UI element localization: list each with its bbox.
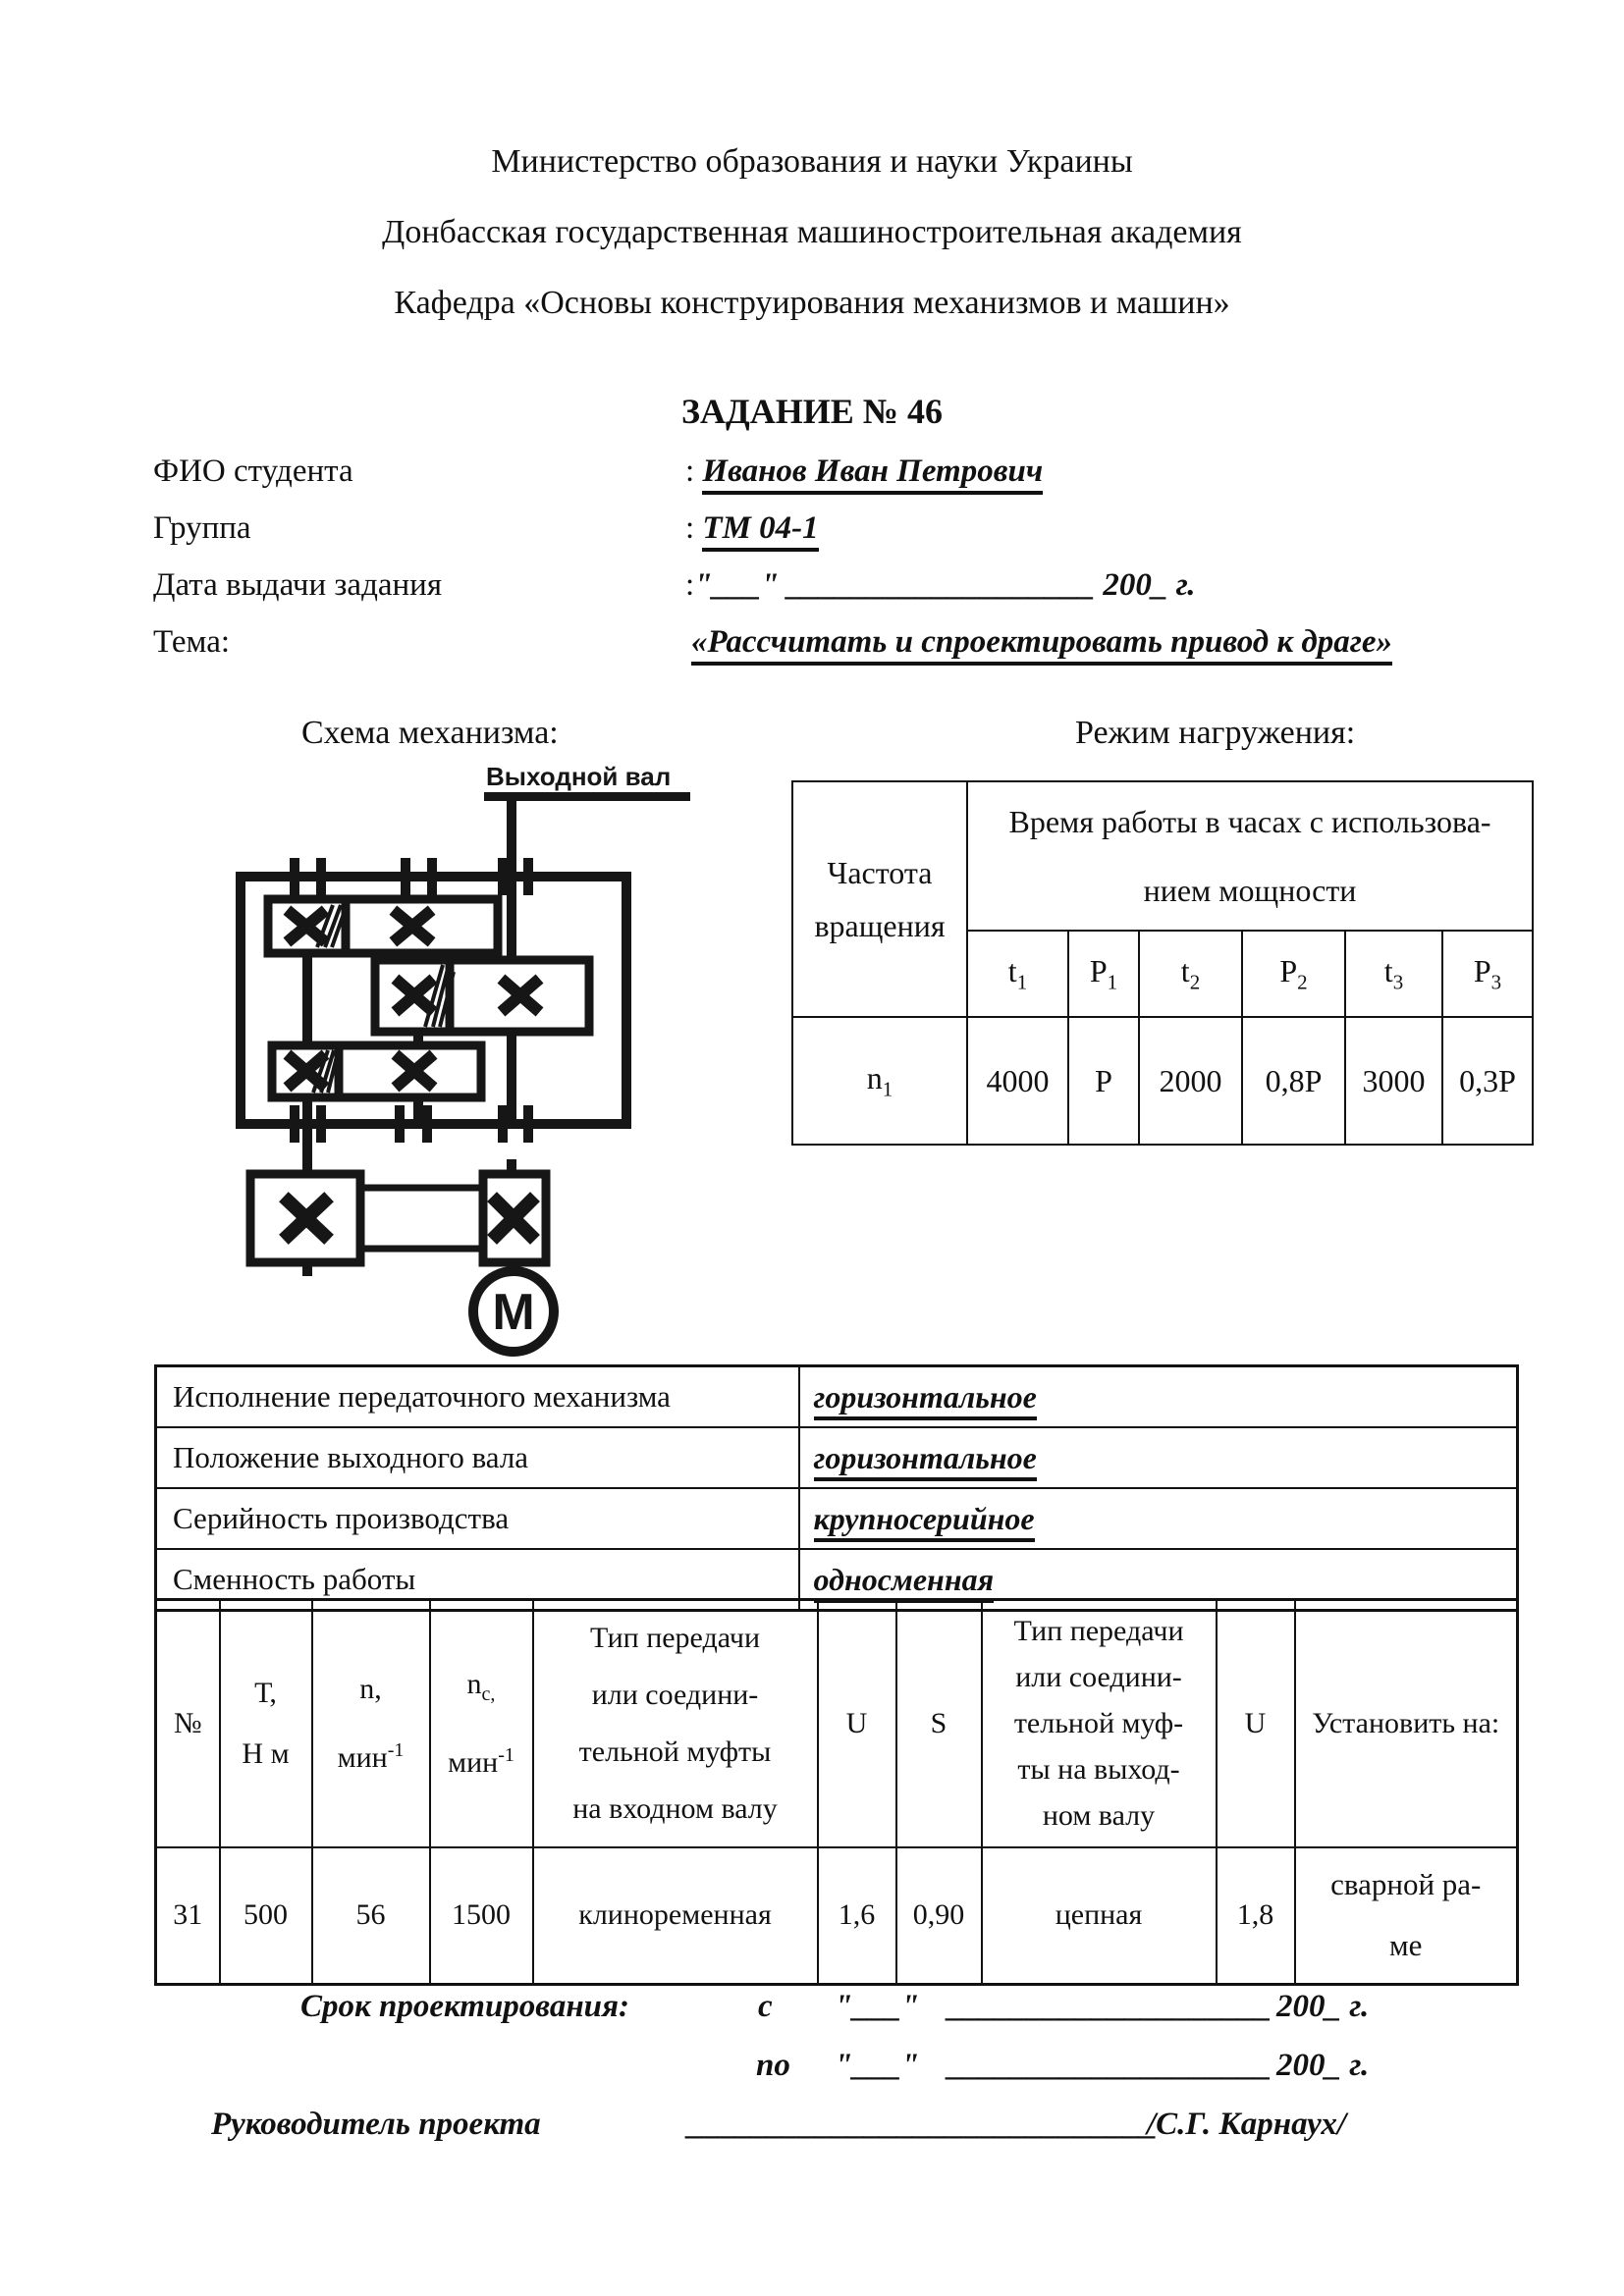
main-data-table <box>154 1598 1519 1986</box>
col-t3: $t_3$ <box>1345 931 1442 1017</box>
t2-value: 2000 <box>1139 1017 1242 1145</box>
value-num: 31 <box>156 1847 220 1985</box>
colon: : <box>685 567 695 603</box>
header-num: № <box>156 1600 220 1847</box>
output-shaft-underline <box>484 792 690 801</box>
issue-date-blank: "___" ___________________ 200_ г. <box>694 567 1196 603</box>
scheme-section-title: Схема механизма: <box>301 715 559 751</box>
main-table-header-row <box>156 1600 1518 1847</box>
group-value <box>685 510 819 547</box>
value-n: 56 <box>312 1847 430 1985</box>
regime-section-title: Режим нагружения: <box>1075 715 1356 751</box>
param-label-shifts: Сменность работы <box>156 1549 799 1611</box>
t3-value: 3000 <box>1345 1017 1442 1145</box>
from-year: 200_ г. <box>1276 1989 1370 2024</box>
param-label-execution: Исполнение передаточного механизма <box>156 1366 799 1428</box>
value-torque: 500 <box>220 1847 312 1985</box>
to-date-blank: "___" <box>835 2048 920 2083</box>
department-line: Кафедра «Основы конструирования механизмов и машин» <box>394 285 1230 321</box>
group-text: ТМ 04-1 <box>702 510 818 552</box>
main-table-data-row <box>156 1847 1518 1985</box>
t1-value: 4000 <box>967 1017 1068 1145</box>
from-line-blank: ____________________ <box>947 1989 1272 2024</box>
supervisor-blank: _____________________________ <box>687 2107 1158 2142</box>
frequency-header-cell <box>792 781 967 1017</box>
col-t2: $t_2$ <box>1139 931 1242 1017</box>
n1-cell: $n_1$ <box>792 1017 967 1145</box>
theme-text: «Рассчитать и спроектировать привод к драге» <box>691 624 1392 666</box>
param-row-shaft-position <box>156 1427 1518 1488</box>
param-row-execution <box>156 1366 1518 1428</box>
col-p2: $P_2$ <box>1242 931 1345 1017</box>
student-name-value <box>685 454 1043 490</box>
student-name-text: Иванов Иван Петрович <box>702 454 1043 495</box>
group-label: Группа <box>153 510 251 546</box>
to-year: 200_ г. <box>1276 2048 1370 2083</box>
ministry-line: Министерство образования и науки Украины <box>491 143 1133 180</box>
header-s: S <box>896 1600 982 1847</box>
output-shaft-label: Выходной вал <box>486 762 672 791</box>
p3-value: 0,3P <box>1442 1017 1533 1145</box>
regime-table <box>791 780 1534 1146</box>
supervisor-name: /С.Г. Карнаух/ <box>1147 2107 1347 2142</box>
from-label: с <box>758 1989 773 2024</box>
time-header-line2: нием мощности <box>1143 873 1357 908</box>
academy-line: Донбасская государственная машиностроительная академия <box>382 214 1242 250</box>
colon: : <box>685 454 703 489</box>
col-p3: $P_3$ <box>1442 931 1533 1017</box>
issue-date-value <box>685 567 1196 604</box>
frequency-line1: Частота <box>827 855 933 890</box>
parameters-table <box>154 1364 1519 1612</box>
param-value-production: крупносерийное <box>799 1488 1518 1549</box>
issue-date-label: Дата выдачи задания <box>153 567 443 603</box>
belt-drive <box>250 1174 546 1262</box>
shaft-1 <box>302 953 312 1045</box>
p2-value: 0,8P <box>1242 1017 1345 1145</box>
value-nc: 1500 <box>430 1847 533 1985</box>
col-p1: $P_1$ <box>1068 931 1139 1017</box>
from-date-blank: "___" <box>835 1989 920 2024</box>
frequency-line2: вращения <box>814 908 946 943</box>
to-line-blank: ____________________ <box>947 2048 1272 2083</box>
student-name-label: ФИО студента <box>153 454 353 489</box>
p1-value: P <box>1068 1017 1139 1145</box>
param-value-shifts: односменная <box>799 1549 1518 1611</box>
supervisor-label: Руководитель проекта <box>211 2107 541 2142</box>
value-u2: 1,8 <box>1217 1847 1295 1985</box>
param-row-production <box>156 1488 1518 1549</box>
output-shaft <box>507 1032 516 1127</box>
design-period-label: Срок проектирования: <box>300 1989 629 2024</box>
motor-label: М <box>492 1284 535 1341</box>
header-input-drive: Тип передачи или соедини- тельной муфты на входном валу <box>533 1600 818 1847</box>
header-output-drive: Тип передачи или соедини- тельной муф- ты на выход- ном валу <box>982 1600 1217 1847</box>
header-torque: Т, Н м <box>220 1600 312 1847</box>
value-s: 0,90 <box>896 1847 982 1985</box>
value-u1: 1,6 <box>818 1847 896 1985</box>
regime-data-row <box>792 1017 1533 1145</box>
to-label: по <box>756 2048 790 2083</box>
header-n: n, мин$^{-1}$ <box>312 1600 430 1847</box>
right-frame <box>622 872 631 1129</box>
theme-label: Тема: <box>153 624 231 660</box>
param-label-shaft-position: Положение выходного вала <box>156 1427 799 1488</box>
header-u1: U <box>818 1600 896 1847</box>
header-nc: $n_{c,}$ мин$^{-1}$ <box>430 1600 533 1847</box>
value-output-drive: цепная <box>982 1847 1217 1985</box>
param-value-shaft-position: горизонтальное <box>799 1427 1518 1488</box>
mechanism-diagram <box>231 762 756 1375</box>
left-frame <box>236 872 245 1129</box>
colon: : <box>685 510 703 546</box>
theme-value <box>691 624 1392 661</box>
header-install: Установить на: <box>1295 1600 1518 1847</box>
time-power-header-cell <box>967 781 1533 931</box>
param-label-production: Серийность производства <box>156 1488 799 1549</box>
time-header-line1: Время работы в часах с использова- <box>1008 804 1491 839</box>
value-install: сварной ра- ме <box>1295 1847 1518 1985</box>
value-input-drive: клиноременная <box>533 1847 818 1985</box>
param-value-execution: горизонтальное <box>799 1366 1518 1428</box>
assignment-title: ЗАДАНИЕ № 46 <box>681 392 943 431</box>
motor <box>473 1271 554 1352</box>
header-u2: U <box>1217 1600 1295 1847</box>
col-t1: $t_1$ <box>967 931 1068 1017</box>
